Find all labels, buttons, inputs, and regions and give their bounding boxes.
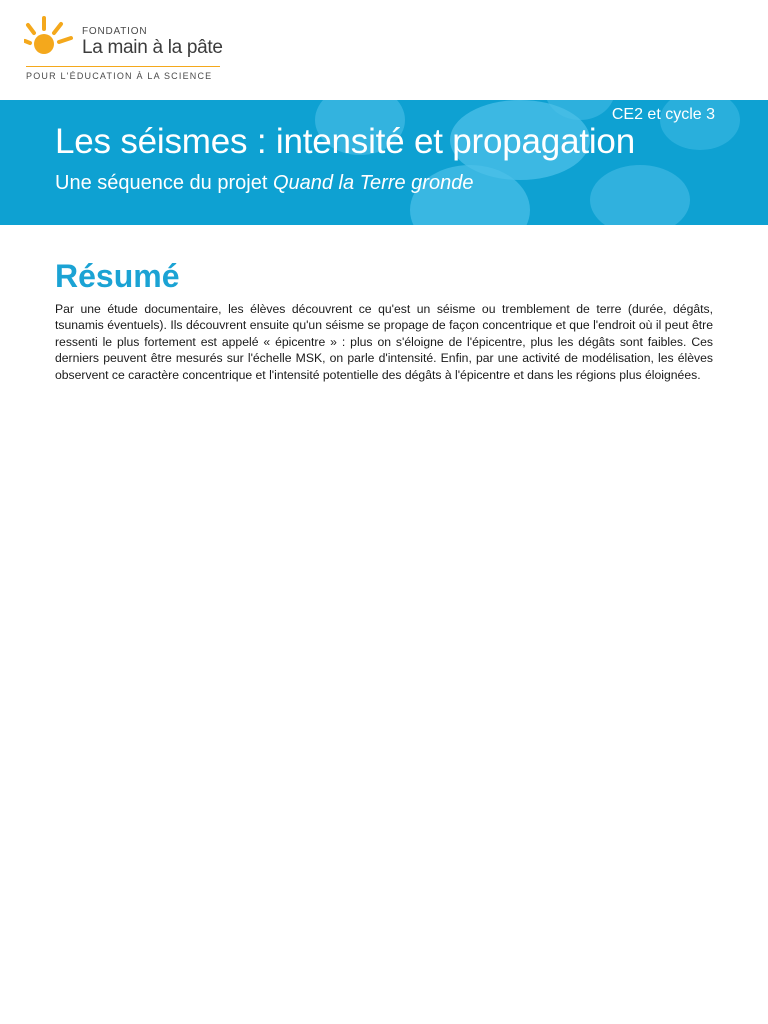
level-label: CE2 et cycle 3 bbox=[611, 106, 715, 123]
summary-paragraph: Par une étude documentaire, les élèves découvrent ce qu'est un séisme ou tremblement de terre (durée, dégâts, tsunamis éventuels). Ils découvrent ensuite qu'un séisme se propage de façon concentrique et que l'endroit où il peut être ressenti le plus fortement est appelé « épicentre » : plus on s'éloigne de l'épicentre, plus les dégâts sont faibles. Ces derniers peuvent être mesurés sur l'échelle MSK, on parle d'intensité. Enfin, par une activité de modélisation, les élèves observent ce caractère concentrique et l'intensité potentielle des dégâts à l'épicentre et dans les régions plus éloignées. bbox=[55, 302, 713, 382]
sun-icon bbox=[24, 14, 80, 64]
logo-name-text: La main à la pâte bbox=[82, 37, 223, 58]
document-subtitle bbox=[55, 172, 473, 195]
logo-divider bbox=[26, 66, 220, 67]
document-title: Les séismes : intensité et propagation bbox=[55, 122, 635, 161]
project-name: Quand la Terre gronde bbox=[272, 172, 474, 194]
subtitle-prefix: Une séquence du projet bbox=[55, 172, 273, 194]
logo-tagline-text: POUR L'ÉDUCATION À LA SCIENCE bbox=[26, 71, 213, 81]
page-header bbox=[0, 0, 768, 100]
logo-fondation-text: FONDATION bbox=[82, 26, 148, 37]
title-banner bbox=[0, 100, 768, 225]
summary-heading: Résumé bbox=[55, 258, 180, 294]
fondation-logo bbox=[24, 14, 224, 86]
